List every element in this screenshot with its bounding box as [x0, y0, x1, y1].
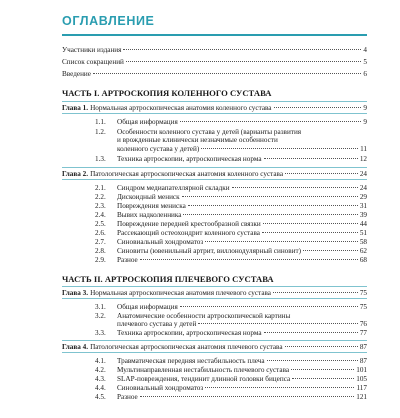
leader-dots — [123, 49, 361, 50]
section-number: 2.3. — [95, 202, 106, 210]
toc-entry-contributors[interactable] — [62, 46, 367, 54]
chapter-4-box[interactable] — [62, 340, 367, 353]
toc-entry-1-1[interactable] — [95, 118, 367, 126]
section-page: 12 — [359, 155, 367, 163]
section-page: 75 — [359, 303, 367, 311]
toc-entry-2-4[interactable] — [95, 211, 367, 219]
section-number: 1.3. — [95, 155, 106, 163]
leader-dots — [126, 61, 362, 62]
toc-entry-2-6[interactable] — [95, 229, 367, 237]
section-page: 39 — [359, 211, 367, 219]
toc-entry-1-3[interactable] — [95, 155, 367, 163]
section-last-line — [117, 320, 367, 328]
section-number: 2.7. — [95, 238, 106, 246]
section-page: 62 — [359, 247, 367, 255]
section-page: 121 — [356, 393, 367, 401]
chapter-number: Глава 3. — [62, 289, 89, 297]
section-page: 101 — [356, 366, 367, 374]
chapter-page: 75 — [359, 289, 367, 297]
leader-dots — [285, 173, 358, 174]
leader-dots — [205, 387, 354, 388]
toc-entry-2-2[interactable] — [95, 193, 367, 201]
section-page: 31 — [359, 202, 367, 210]
section-page: 29 — [359, 193, 367, 201]
section-text: Общая информация — [117, 303, 178, 311]
title-divider — [62, 34, 367, 36]
section-page: 117 — [356, 384, 367, 392]
toc-entry-2-7[interactable] — [95, 238, 367, 246]
section-number: 4.1. — [95, 357, 106, 365]
part-2-heading[interactable]: ЧАСТЬ II. АРТРОСКОПИЯ ПЛЕЧЕВОГО СУСТАВА — [62, 274, 274, 284]
toc-entry-3-3[interactable] — [95, 329, 367, 337]
section-page: 77 — [359, 329, 367, 337]
section-page: 87 — [359, 357, 367, 365]
chapter-page: 87 — [359, 343, 367, 351]
section-number: 2.8. — [95, 247, 106, 255]
section-text: Синовиальный хондроматоз — [117, 238, 204, 246]
section-text: Повреждение передней крестообразной связки — [117, 220, 261, 228]
chapter-title: Нормальная артроскопическая анатомия коленного сустава — [90, 104, 272, 112]
section-text: Общая информация — [117, 118, 178, 126]
section-number: 2.2. — [95, 193, 106, 201]
section-number: 3.2. — [95, 312, 106, 320]
section-number: 2.9. — [95, 256, 106, 264]
section-page: 44 — [359, 220, 367, 228]
entry-text: Участники издания — [62, 46, 122, 54]
chapter-title: Патологическая артроскопическая анатомия плечевого сустава — [90, 343, 283, 351]
leader-dots — [274, 107, 362, 108]
chapter-3-box[interactable] — [62, 286, 367, 299]
section-number: 4.4. — [95, 384, 106, 392]
section-number: 2.6. — [95, 229, 106, 237]
toc-entry-4-5[interactable] — [95, 393, 367, 401]
leader-dots — [263, 223, 358, 224]
section-number: 2.5. — [95, 220, 106, 228]
section-text: Синдром медиапателлярной складки — [117, 184, 230, 192]
leader-dots — [262, 232, 358, 233]
section-text-line: и врожденные клинически незначимые особенности — [117, 136, 278, 145]
chapter-4-entry — [62, 343, 367, 351]
entry-page: 6 — [363, 70, 367, 78]
section-page: 24 — [359, 184, 367, 192]
section-number: 4.3. — [95, 375, 106, 383]
section-text: Разное — [117, 393, 138, 401]
toc-entry-4-1[interactable] — [95, 357, 367, 365]
section-text: SLAP-повреждения, тендинит длинной головки бицепса — [117, 375, 291, 383]
section-text-multiline — [117, 128, 301, 145]
leader-dots — [291, 369, 354, 370]
toc-entry-2-8[interactable] — [95, 247, 367, 255]
section-text: Рассекающий остеохондрит коленного сустава — [117, 229, 260, 237]
leader-dots — [182, 196, 358, 197]
leader-dots — [273, 292, 358, 293]
section-text-line: Особенности коленного сустава у детей (варианты развития — [117, 128, 302, 136]
toc-entry-2-9[interactable] — [95, 256, 367, 264]
section-number: 1.2. — [95, 128, 106, 136]
leader-dots — [140, 396, 354, 397]
entry-text: Введение — [62, 70, 91, 78]
section-number: 2.1. — [95, 184, 106, 192]
toc-entry-3-1[interactable] — [95, 303, 367, 311]
section-text-line: плечевого сустава у детей — [117, 320, 197, 328]
entry-text: Список сокращений — [62, 58, 124, 66]
section-text-line: Анатомические особенности артроскопической картины — [117, 312, 291, 320]
leader-dots — [201, 148, 358, 149]
section-page: 68 — [359, 256, 367, 264]
section-number: 2.4. — [95, 211, 106, 219]
chapter-2-entry — [62, 170, 367, 178]
leader-dots — [183, 214, 357, 215]
leader-dots — [285, 346, 358, 347]
section-text: Вывих надколенника — [117, 211, 182, 219]
toc-entry-2-1[interactable] — [95, 184, 367, 192]
section-text: Техника артроскопии, артроскопическая норма — [117, 155, 262, 163]
section-page: 9 — [363, 118, 367, 126]
toc-title: ОГЛАВЛЕНИЕ — [62, 14, 155, 28]
section-text: Техника артроскопии, артроскопическая норма — [117, 329, 262, 337]
leader-dots — [140, 259, 358, 260]
toc-entry-4-2[interactable] — [95, 366, 367, 374]
chapter-1-entry — [62, 104, 367, 112]
section-number: 3.1. — [95, 303, 106, 311]
toc-entry-introduction[interactable] — [62, 70, 367, 78]
leader-dots — [180, 306, 358, 307]
section-number: 4.2. — [95, 366, 106, 374]
entry-page: 4 — [363, 46, 367, 54]
leader-dots — [292, 378, 354, 379]
section-text: Травматическая передняя нестабильность плеча — [117, 357, 265, 365]
chapter-page: 9 — [363, 104, 367, 112]
entry-page: 5 — [363, 58, 367, 66]
chapter-1-box[interactable] — [62, 101, 367, 114]
leader-dots — [232, 187, 358, 188]
section-page: 11 — [360, 145, 367, 153]
toc-entry-4-3[interactable] — [95, 375, 367, 383]
leader-dots — [267, 360, 358, 361]
section-text: Синовиты (ювенильный артрит, виллонодулярный синовит) — [117, 247, 302, 255]
section-page: 51 — [359, 229, 367, 237]
leader-dots — [205, 241, 358, 242]
leader-dots — [188, 205, 358, 206]
section-number: 1.1. — [95, 118, 106, 126]
section-page: 58 — [359, 238, 367, 246]
chapter-title: Нормальная артроскопическая анатомия плечевого сустава — [90, 289, 272, 297]
section-text: Мультинаправленная нестабильность плечевого сустава — [117, 366, 290, 374]
chapter-page: 24 — [359, 170, 367, 178]
leader-dots — [264, 332, 358, 333]
chapter-number: Глава 2. — [62, 170, 89, 178]
chapter-2-box[interactable] — [62, 167, 367, 180]
chapter-number: Глава 4. — [62, 343, 89, 351]
leader-dots — [264, 158, 358, 159]
toc-entry-4-4[interactable] — [95, 384, 367, 392]
toc-entry-abbreviations[interactable] — [62, 58, 367, 66]
section-page: 76 — [359, 320, 367, 328]
chapter-number: Глава 1. — [62, 104, 89, 112]
section-text: Дискоидный мениск — [117, 193, 180, 201]
part-1-heading[interactable]: ЧАСТЬ I. АРТРОСКОПИЯ КОЛЕННОГО СУСТАВА — [62, 88, 272, 98]
chapter-title: Патологическая артроскопическая анатомия коленного сустава — [90, 170, 284, 178]
section-number: 3.3. — [95, 329, 106, 337]
toc-entry-2-5[interactable] — [95, 220, 367, 228]
section-text: Синовиальный хондроматоз — [117, 384, 204, 392]
leader-dots — [180, 121, 362, 122]
leader-dots — [198, 323, 357, 324]
leader-dots — [93, 73, 361, 74]
leader-dots — [303, 250, 358, 251]
section-number: 4.5. — [95, 393, 106, 401]
section-text: Повреждения мениска — [117, 202, 186, 210]
toc-entry-2-3[interactable] — [95, 202, 367, 210]
section-text-line: коленного сустава у детей) — [117, 145, 200, 153]
chapter-3-entry — [62, 289, 367, 297]
section-text: Разное — [117, 256, 138, 264]
section-last-line — [117, 145, 367, 153]
section-page: 105 — [356, 375, 367, 383]
